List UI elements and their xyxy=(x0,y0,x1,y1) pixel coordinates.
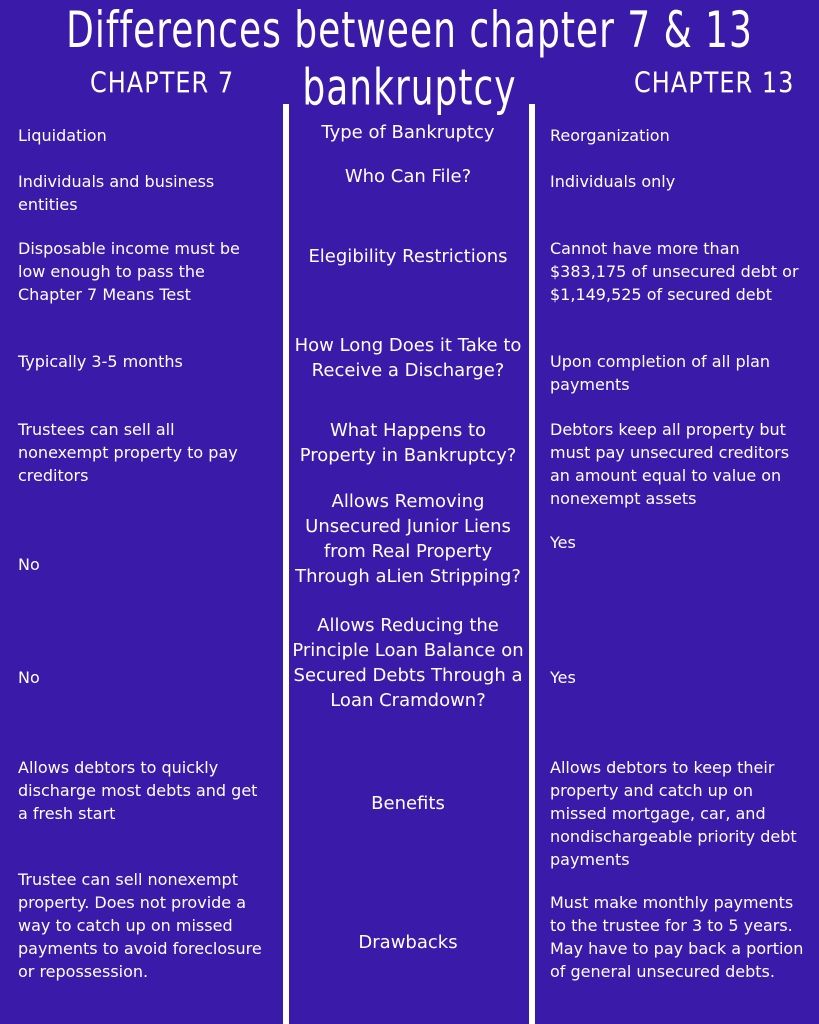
criterion-label: Drawbacks xyxy=(358,932,458,953)
column-divider-left xyxy=(283,104,289,1024)
criterion-label: Allows Reducing the Principle Loan Balance on Secured Debts Through a Loan Cramdown? xyxy=(292,615,524,711)
chapter-13-cell: Must make monthly payments to the trustee for 3 to 5 years. May have to pay back a portion of general unsecured debts. xyxy=(550,893,804,981)
chapter-13-cell: Debtors keep all property but must pay unsecured creditors an amount equal to value on nonexempt assets xyxy=(550,420,790,508)
criterion-label: What Happens to Property in Bankruptcy? xyxy=(299,420,517,466)
chapter-13-cell: Reorganization xyxy=(550,126,670,145)
column-divider-right xyxy=(529,104,535,1024)
chapter-7-cell: Disposable income must be low enough to pass the Chapter 7 Means Test xyxy=(18,239,240,304)
chapter-13-cell: Individuals only xyxy=(550,172,676,191)
chapter-7-cell: No xyxy=(18,668,40,687)
chapter-7-cell: Typically 3-5 months xyxy=(18,352,183,371)
criterion-label: Elegibility Restrictions xyxy=(308,246,508,267)
chapter-13-header: CHAPTER 13 xyxy=(634,66,795,100)
chapter-13-cell: Upon completion of all plan payments xyxy=(550,352,771,394)
criterion-label: Benefits xyxy=(371,793,445,814)
chapter-7-header: CHAPTER 7 xyxy=(90,66,235,100)
page-title: Differences between chapter 7 & 13 bankruptcy xyxy=(66,2,753,117)
chapter-13-cell: Allows debtors to keep their property and catch up on missed mortgage, car, and nondischargeable priority debt payments xyxy=(550,758,797,869)
chapter-7-cell: Trustee can sell nonexempt property. Does not provide a way to catch up on missed payments to avoid foreclosure or repossession. xyxy=(18,870,262,981)
chapter-7-cell: Liquidation xyxy=(18,126,107,145)
chapter-13-cell: Cannot have more than $383,175 of unsecured debt or $1,149,525 of secured debt xyxy=(550,239,799,304)
criterion-label: Type of Bankruptcy xyxy=(321,122,495,143)
criterion-label: How Long Does it Take to Receive a Discharge? xyxy=(294,335,522,381)
chapter-7-cell: Trustees can sell all nonexempt property to pay creditors xyxy=(18,420,238,485)
criterion-label: Who Can File? xyxy=(344,166,472,187)
chapter-7-cell: No xyxy=(18,555,40,574)
chapter-13-cell: Yes xyxy=(550,533,576,552)
chapter-7-cell: Individuals and business entities xyxy=(18,172,215,214)
chapter-13-cell: Yes xyxy=(550,668,576,687)
criterion-label: Allows Removing Unsecured Junior Liens from Real Property Through aLien Stripping? xyxy=(295,491,521,587)
chapter-7-cell: Allows debtors to quickly discharge most debts and get a fresh start xyxy=(18,758,258,823)
